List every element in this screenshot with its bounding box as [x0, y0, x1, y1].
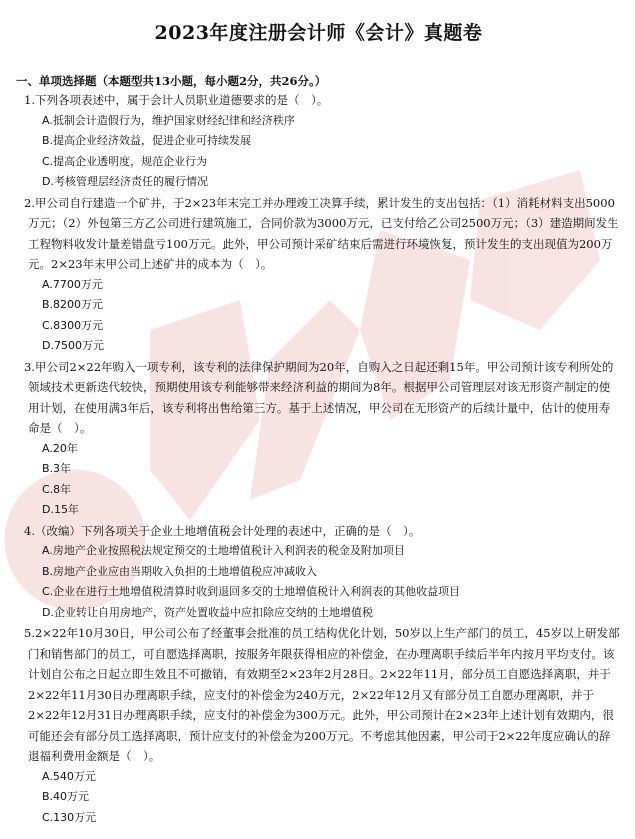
- question-stem: 2.甲公司自行建造一个矿井，于2×23年末完工并办理竣工决算手续，累计发生的支出包括：（1）消耗材料支出5000万元；（2）外包第三方乙公司进行建筑施工，合同价款为3000万元，已支付给乙公司2500万元；（3）建造期间发生工程物料收发计量差错盘亏100万元。此外，甲公司预计采矿结束后需进行环境恢复，预计发生的支出现值为200万元。2×23年末甲公司上述矿井的成本为（ ）。: [24, 195, 619, 271]
- question-4: [16, 521, 621, 624]
- question-stem: 4.（改编）下列各项关于企业土地增值税会计处理的表述中，正确的是（ ）。: [24, 523, 421, 538]
- option-d: D.考核管理层经济责任的履行情况: [42, 175, 208, 188]
- question-1: [16, 90, 621, 193]
- option-b: B.房地产企业应由当期收入负担的土地增值税应冲减收入: [42, 564, 318, 578]
- question-stem: 5.2×22年10月30日，甲公司公布了经董事会批准的员工结构优化计划，50岁以上生产部门的员工，45岁以上研发部门和销售部门的员工，可自愿选择离职，按服务年限获得相应的补偿金，在办理离职手续后半年内按月平均支付。该计划自公布之日起立即生效且不可撤销，有效期至2×23年2月28日。2×22年11月，部分员工自愿选择离职，并于2×22年11月30日办理离职手续，应支付的补偿金为240万元，2×22年12月又有部分员工自愿办理离职，并于2×22年12月31日办理离职手续，应支付的补偿金为300万元。此外，甲公司预计在2×23年上述计划有效期内，很可能还会有部分员工选择离职，预计应支付的补偿金为200万元。不考虑其他因素，甲公司于2×22年度应确认的辞退福利费用金额是（ ）。: [24, 626, 620, 763]
- option-a: A.540万元: [42, 769, 96, 783]
- question-stem: 3.甲公司2×22年购入一项专利，该专利的法律保护期间为20年，自购入之日起还剩15年。甲公司预计该专利所处的领域技术更新迭代较快，预期使用该专利能够带来经济利益的期间为8年。根据甲公司管理层对该无形资产制定的使用计划，在使用满3年后，该专利将出售给第三方。基于上述情况，甲公司在无形资产的后续计量中，估计的使用寿命是（ ）。: [24, 359, 614, 435]
- option-d: D.企业转让自用房地产，资产处置收益中应扣除应交纳的土地增值税: [42, 605, 373, 619]
- section-heading: 一、单项选择题（本题型共13小题，每小题2分，共26分。）: [16, 74, 327, 88]
- option-a: A.7700万元: [42, 277, 103, 291]
- page-title: 2023年度注册会计师《会计》真题卷: [154, 22, 483, 44]
- question-5: [16, 623, 621, 828]
- option-a: A.20年: [42, 441, 78, 455]
- option-b: B.8200万元: [42, 298, 104, 311]
- option-c: C.130万元: [42, 810, 97, 824]
- option-a: A.房地产企业按照税法规定预交的土地增值税计入利润表的税金及附加项目: [42, 544, 405, 557]
- question-stem: 1.下列各项表述中，属于会计人员职业道德要求的是（ ）。: [24, 93, 329, 107]
- option-b: B.3年: [42, 462, 72, 475]
- option-b: B.提高企业经济效益，促进企业可持续发展: [42, 134, 252, 147]
- option-c: C.8年: [42, 482, 72, 496]
- option-d: D.7500万元: [42, 339, 104, 352]
- option-b: B.40万元: [42, 790, 90, 803]
- option-d: D.15年: [42, 503, 79, 516]
- option-c: C.8300万元: [42, 318, 104, 332]
- option-c: C.企业在进行土地增值税清算时收到退回多交的土地增值税计入利润表的其他收益项目: [42, 585, 461, 598]
- option-a: A.抵制会计造假行为，维护国家财经纪律和经济秩序: [42, 113, 295, 127]
- question-2: [16, 193, 621, 357]
- option-c: C.提高企业透明度，规范企业行为: [42, 154, 208, 168]
- question-3: [16, 357, 621, 521]
